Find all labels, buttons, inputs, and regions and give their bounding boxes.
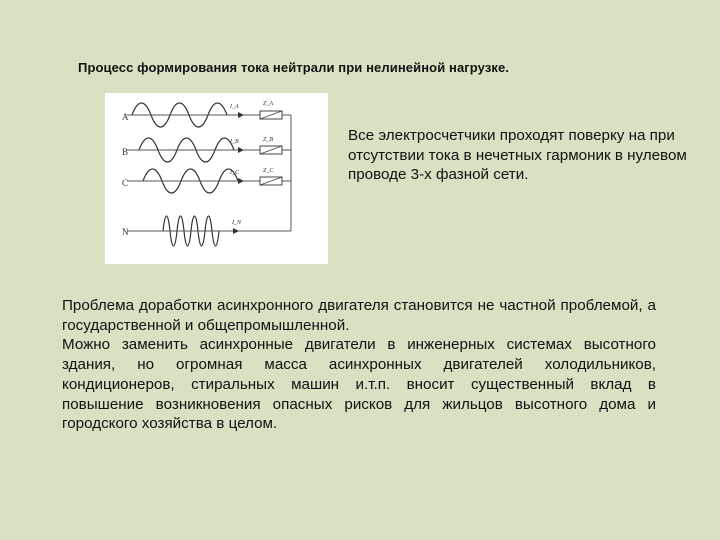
phase-label-n: N [122, 227, 129, 237]
side-note: Все электросчетчики проходят поверку на при отсутствии тока в нечетных гармоник в нулевом проводе 3-х фазной сети. [348, 127, 687, 183]
phase-label-c: C [122, 178, 129, 188]
current-label-a: I_A [230, 104, 239, 110]
body-paragraph: Можно заменить асинхронные двигатели в инженерных системах высотного здания, но огромная масса асинхронных двигателей холодильников, кондиционеров, стиральных машин и.т.п. вносит существенный вклад в повышение возникновения опасных рисков для жильцов высотного дома и городского хозяйства в целом. [62, 336, 656, 433]
phase-label-b: B [122, 147, 129, 157]
body-text [62, 296, 656, 434]
current-label-n: I_N [232, 220, 241, 226]
phase-label-a: A [122, 112, 129, 122]
impedance-label-c: Z_C [263, 168, 274, 174]
circuit-diagram [105, 93, 328, 264]
impedance-label-b: Z_B [263, 137, 274, 143]
slide-title: Процесс формирования тока нейтрали при нелинейной нагрузке. [78, 60, 510, 75]
impedance-label-a: Z_A [263, 101, 274, 107]
body-paragraph: Проблема доработки асинхронного двигателя становится не частной проблемой, а государственной и общепромышленной. [62, 297, 656, 334]
current-label-b: I_B [230, 139, 239, 145]
current-label-c: I_C [230, 170, 239, 176]
